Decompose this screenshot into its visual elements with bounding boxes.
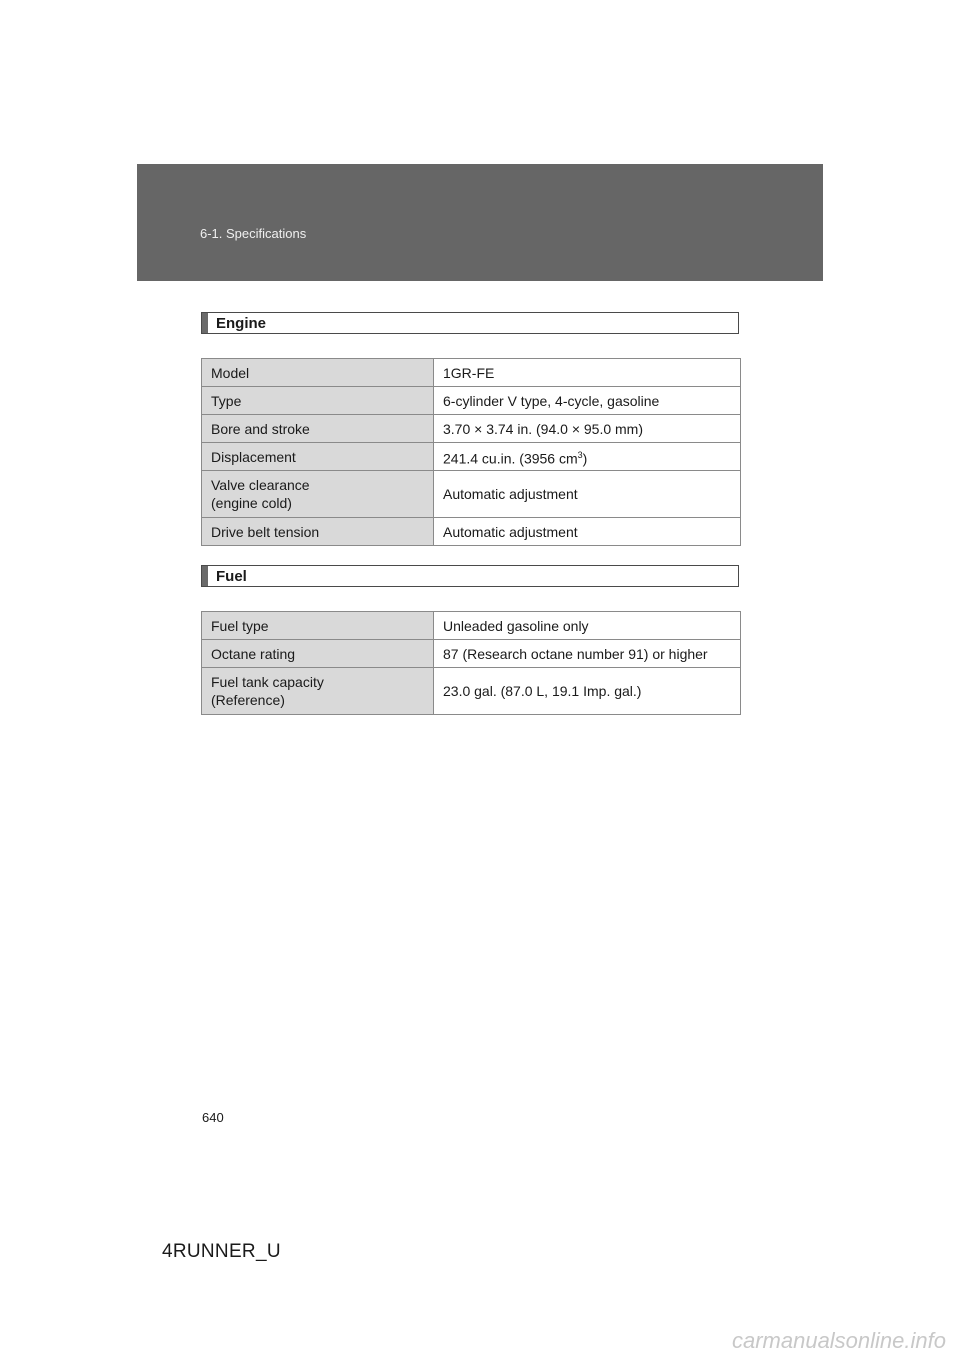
row-value: Unleaded gasoline only	[434, 612, 741, 640]
table-row	[202, 359, 741, 387]
row-label: Drive belt tension	[202, 518, 434, 546]
row-value: 23.0 gal. (87.0 L, 19.1 Imp. gal.)	[434, 668, 741, 715]
row-label	[202, 668, 434, 715]
displacement-value: 241.4 cu.in. (3956 cm	[443, 450, 578, 467]
displacement-value-close: )	[582, 450, 588, 467]
watermark: carmanualsonline.info	[731, 1328, 946, 1353]
section-header-band	[137, 164, 823, 281]
table-row	[202, 612, 741, 640]
row-label: Fuel type	[202, 612, 434, 640]
row-label: Displacement	[202, 443, 434, 471]
table-row	[202, 518, 741, 546]
page-number: 640	[202, 1110, 224, 1125]
row-label: Bore and stroke	[202, 415, 434, 443]
row-value: 87 (Research octane number 91) or higher	[434, 640, 741, 668]
row-label-line: Valve clearance	[211, 477, 310, 493]
engine-heading	[201, 312, 739, 334]
table-row	[202, 387, 741, 415]
row-value	[434, 443, 741, 471]
engine-heading-text: Engine	[216, 315, 267, 332]
fuel-heading	[201, 565, 739, 587]
row-value: 1GR-FE	[434, 359, 741, 387]
heading-bar	[202, 566, 208, 586]
fuel-heading-text: Fuel	[216, 568, 247, 585]
section-title: 6-1. Specifications	[200, 226, 307, 241]
table-row	[202, 640, 741, 668]
engine-spec-table	[201, 358, 741, 546]
row-value: Automatic adjustment	[434, 471, 741, 518]
table-row	[202, 668, 741, 715]
table-row	[202, 443, 741, 471]
superscript: 3	[577, 449, 583, 460]
footer-model-code: 4RUNNER_U	[162, 1241, 281, 1262]
table-row	[202, 415, 741, 443]
table-row	[202, 471, 741, 518]
row-value: 3.70 × 3.74 in. (94.0 × 95.0 mm)	[434, 415, 741, 443]
row-label-line: (Reference)	[211, 692, 285, 708]
row-value: 6-cylinder V type, 4-cycle, gasoline	[434, 387, 741, 415]
row-label: Octane rating	[202, 640, 434, 668]
row-label: Type	[202, 387, 434, 415]
row-label-line: (engine cold)	[211, 495, 292, 511]
row-value: Automatic adjustment	[434, 518, 741, 546]
fuel-spec-table	[201, 611, 741, 715]
row-label: Model	[202, 359, 434, 387]
row-label	[202, 471, 434, 518]
heading-bar	[202, 313, 208, 333]
row-label-line: Fuel tank capacity	[211, 674, 324, 690]
